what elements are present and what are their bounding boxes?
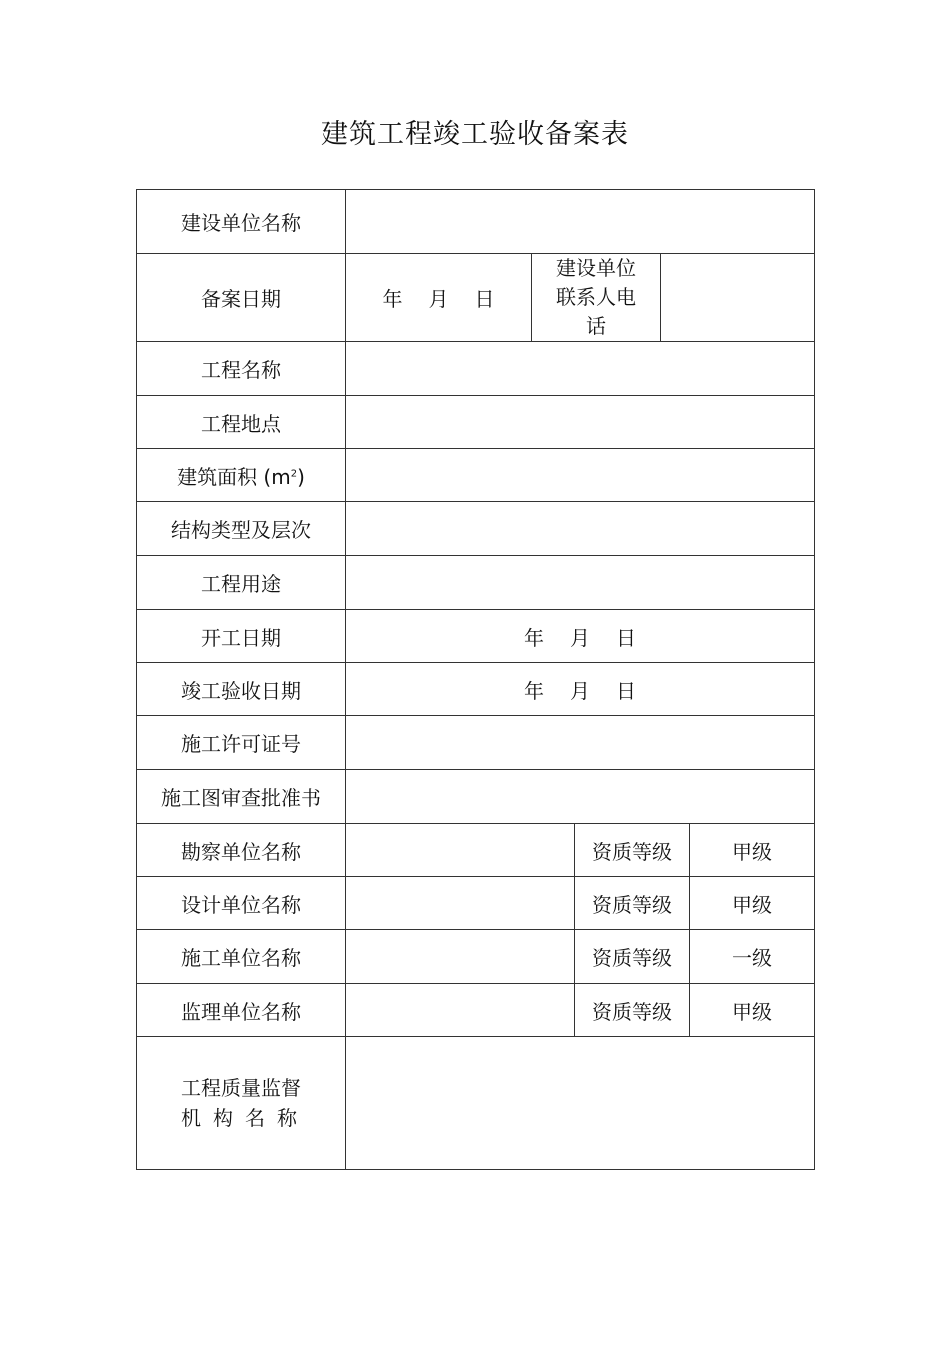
row-project-use [137, 556, 815, 610]
value-drawing-review[interactable] [346, 770, 815, 824]
label-supervision-unit: 监理单位名称 [137, 984, 346, 1037]
label-survey-unit: 勘察单位名称 [137, 824, 346, 877]
row-acceptance-date [137, 663, 815, 716]
year-label: 年 [382, 287, 403, 311]
value-design-qualification: 甲级 [690, 877, 815, 930]
filing-form-table [136, 189, 815, 1170]
row-project-name [137, 342, 815, 396]
label-quality-supervision [137, 1037, 346, 1170]
row-project-location [137, 396, 815, 449]
label-acceptance-date: 竣工验收日期 [137, 663, 346, 716]
row-building-area [137, 449, 815, 502]
value-survey-qualification: 甲级 [690, 824, 815, 877]
month-label: 月 [570, 678, 591, 703]
row-quality-supervision [137, 1037, 815, 1170]
label-builder-contact-phone [532, 254, 661, 342]
label-structure-type: 结构类型及层次 [137, 502, 346, 556]
label-survey-qualification: 资质等级 [575, 824, 690, 877]
row-filing-date [137, 254, 815, 342]
row-survey-unit [137, 824, 815, 877]
label-design-unit: 设计单位名称 [137, 877, 346, 930]
row-permit-no [137, 716, 815, 770]
contact-label-line3: 话 [586, 314, 606, 338]
value-construction-unit[interactable] [346, 930, 575, 984]
value-quality-supervision[interactable] [346, 1037, 815, 1170]
label-drawing-review: 施工图审查批准书 [137, 770, 346, 824]
row-supervision-unit [137, 984, 815, 1037]
label-project-name: 工程名称 [137, 342, 346, 396]
label-building-area [137, 449, 346, 502]
contact-label-line1: 建设单位 [556, 256, 636, 280]
building-area-close: ) [297, 464, 305, 489]
value-filing-date[interactable] [346, 254, 532, 342]
label-project-location: 工程地点 [137, 396, 346, 449]
row-builder-name [137, 190, 815, 254]
label-supervision-qualification: 资质等级 [575, 984, 690, 1037]
value-design-unit[interactable] [346, 877, 575, 930]
value-permit-no[interactable] [346, 716, 815, 770]
label-design-qualification: 资质等级 [575, 877, 690, 930]
day-label: 日 [616, 625, 637, 650]
row-start-date [137, 610, 815, 663]
row-design-unit [137, 877, 815, 930]
superscript-2: 2 [290, 467, 298, 479]
value-survey-unit[interactable] [346, 824, 575, 877]
value-project-name[interactable] [346, 342, 815, 396]
value-supervision-unit[interactable] [346, 984, 575, 1037]
label-permit-no: 施工许可证号 [137, 716, 346, 770]
value-start-date[interactable] [346, 610, 815, 663]
value-construction-qualification: 一级 [690, 930, 815, 984]
label-construction-unit: 施工单位名称 [137, 930, 346, 984]
quality-supervision-line1: 工程质量监督 [181, 1076, 301, 1100]
value-building-area[interactable] [346, 449, 815, 502]
quality-supervision-line2: 机构名称 [181, 1106, 309, 1130]
month-label: 月 [428, 287, 449, 311]
value-structure-type[interactable] [346, 502, 815, 556]
month-label: 月 [570, 625, 591, 650]
building-area-text: 建筑面积 (m [177, 464, 291, 489]
value-project-use[interactable] [346, 556, 815, 610]
day-label: 日 [474, 287, 495, 311]
year-label: 年 [524, 625, 545, 650]
value-builder-contact-phone[interactable] [661, 254, 815, 342]
value-acceptance-date[interactable] [346, 663, 815, 716]
form-title: 建筑工程竣工验收备案表 [321, 119, 629, 150]
contact-label-line2: 联系人电 [556, 285, 636, 309]
label-construction-qualification: 资质等级 [575, 930, 690, 984]
day-label: 日 [616, 678, 637, 703]
row-construction-unit [137, 930, 815, 984]
value-project-location[interactable] [346, 396, 815, 449]
value-supervision-qualification: 甲级 [690, 984, 815, 1037]
row-drawing-review [137, 770, 815, 824]
label-project-use: 工程用途 [137, 556, 346, 610]
row-structure-type [137, 502, 815, 556]
value-builder-name[interactable] [346, 190, 815, 254]
label-filing-date: 备案日期 [137, 254, 346, 342]
label-start-date: 开工日期 [137, 610, 346, 663]
year-label: 年 [524, 678, 545, 703]
label-builder-name: 建设单位名称 [137, 190, 346, 254]
